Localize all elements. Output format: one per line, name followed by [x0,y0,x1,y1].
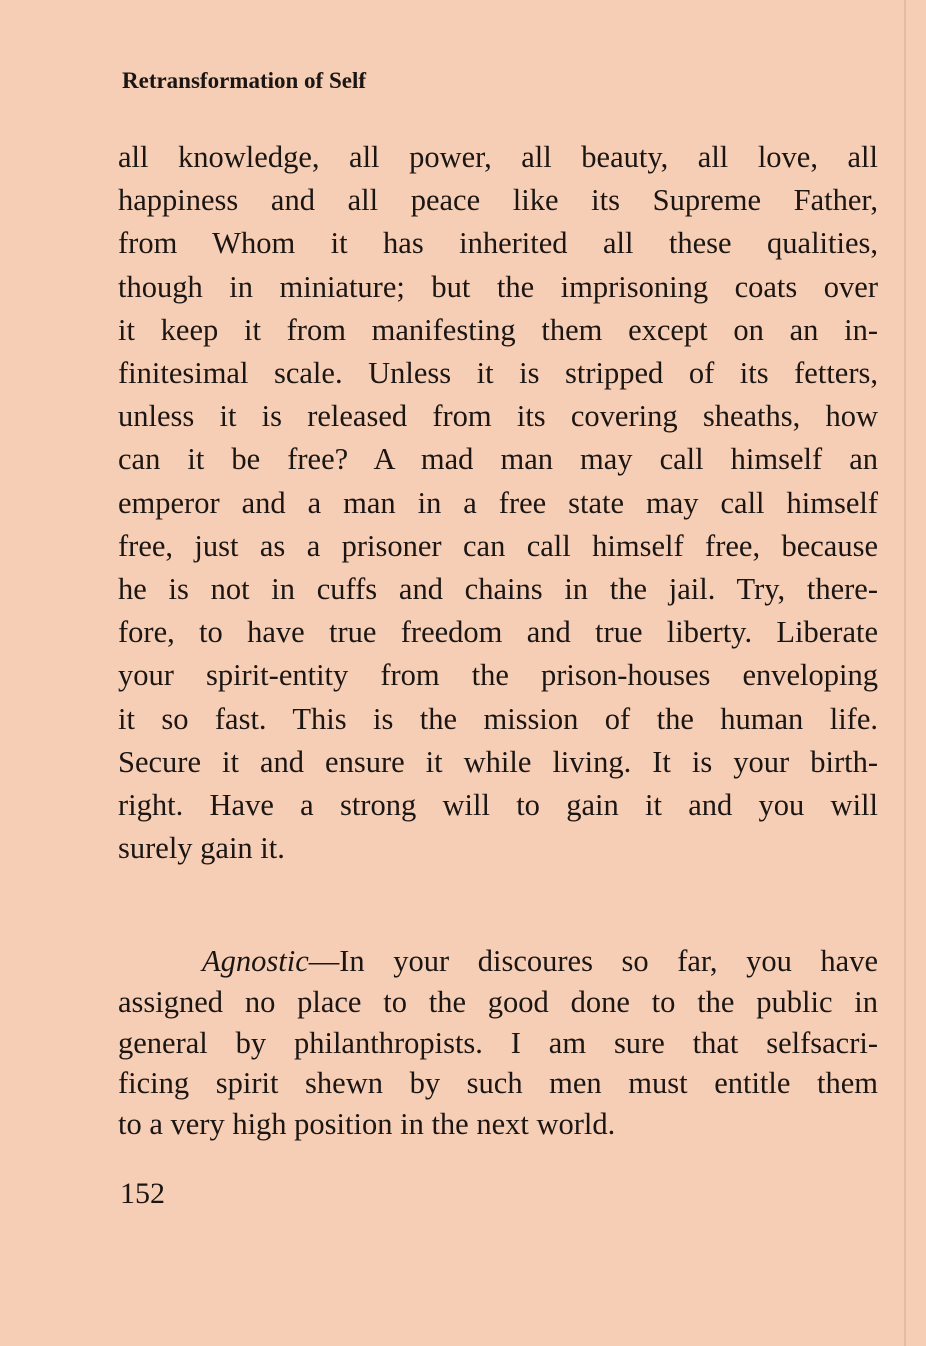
text-line: surely gain it. [118,831,285,866]
text-line-first [118,941,878,982]
text-line: all knowledge, all power, all beauty, all love, all [118,140,878,174]
text-line: free, just as a prisoner can call himself free, because [118,528,878,563]
agnostic-paragraph [118,941,878,1145]
body-paragraph [118,136,878,870]
text-line: general by philanthropists. I am sure that selfsacri- [118,1025,878,1060]
text-line: it keep it from manifesting them except on an in- [118,312,878,347]
speaker-label: Agnostic [202,944,309,978]
text-line: from Whom it has inherited all these qualities, [118,226,878,261]
text-line: unless it is released from its covering sheaths, how [118,399,878,434]
text-line: ficing spirit shewn by such men must entitle them [118,1066,878,1101]
text-line: emperor and a man in a free state may call himself [118,485,878,520]
text-line: though in miniature; but the imprisoning coats over [118,269,878,304]
running-head: Retransformation of Self [122,68,367,93]
text-line: right. Have a strong will to gain it and you will [118,788,878,823]
text-line: to a very high position in the next world. [118,1107,616,1142]
text-line: happiness and all peace like its Supreme Father, [118,183,878,218]
text-line: assigned no place to the good done to the public in [118,984,878,1019]
text-line: it so fast. This is the mission of the human life. [118,701,878,736]
text-line: can it be free? A mad man may call himself an [118,442,878,477]
speaker-text: —In your discoures so far, you have [308,944,878,978]
text-line: Secure it and ensure it while living. It is your birth- [118,744,878,779]
page-number: 152 [120,1177,165,1210]
text-line: your spirit-entity from the prison-houses enveloping [118,658,878,693]
text-line: he is not in cuffs and chains in the jail. Try, there- [118,572,878,607]
text-line: fore, to have true freedom and true liberty. Liberate [118,615,878,650]
text-line: finitesimal scale. Unless it is stripped of its fetters, [118,356,878,391]
page-edge [904,0,906,1346]
